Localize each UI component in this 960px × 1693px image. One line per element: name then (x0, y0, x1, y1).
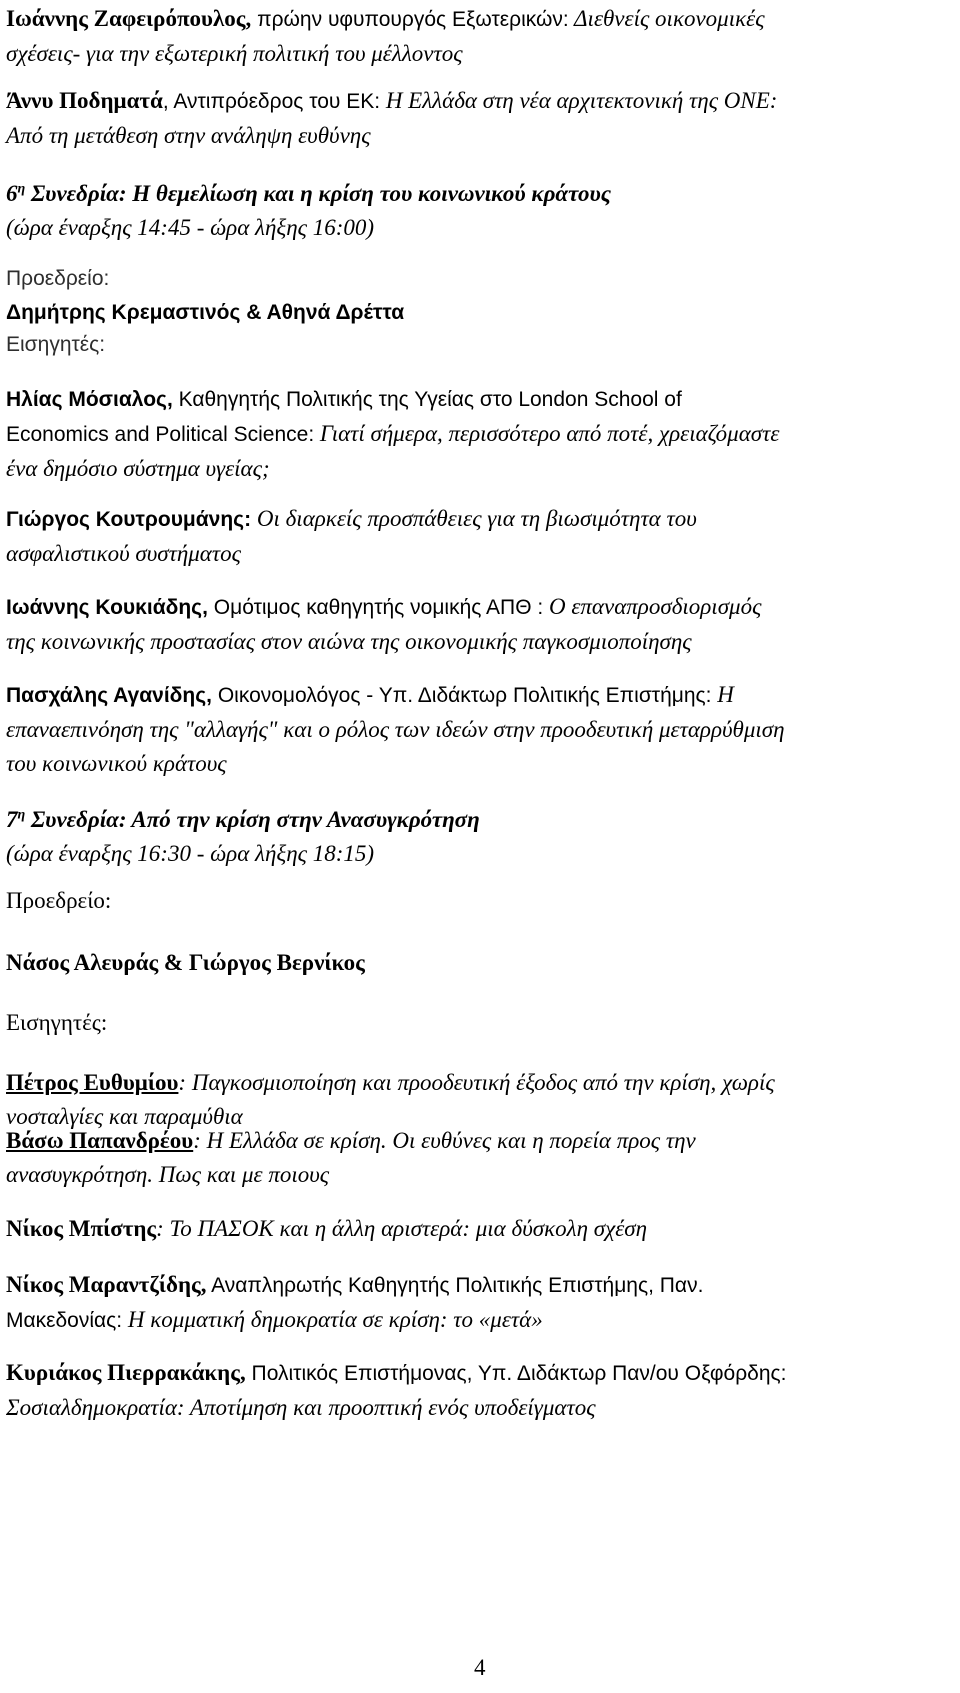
speaker-entry (6, 590, 951, 659)
session-ordinal: η (17, 181, 26, 196)
speaker-role: Πολιτικός Επιστήμονας, Υπ. Διδάκτωρ Παν/ου Οξφόρδης: (245, 1362, 787, 1385)
speaker-role: Οικονομολόγος - Υπ. Διδάκτωρ Πολιτικής Επιστήμης: (211, 684, 712, 707)
speaker-role: Καθηγητής Πολιτικής της Υγείας στο London School of (172, 388, 682, 411)
talk-title: : Παγκοσμιοποίηση και προοδευτική έξοδος από την κρίση, χωρίς (178, 1070, 775, 1095)
speaker-role: Economics and Political Science: (6, 423, 315, 446)
session-heading (6, 798, 951, 871)
talk-title: Ο επαναπροσδιορισμός (543, 594, 762, 619)
talk-title: νοσταλγίες και παραμύθια (6, 1104, 243, 1129)
talk-title: Η κομματική δημοκρατία σε κρίση: το «μετά» (122, 1307, 543, 1332)
speaker-entry (6, 382, 951, 486)
talk-title: : Η Ελλάδα σε κρίση. Οι ευθύνες και η πορεία προς την (193, 1128, 696, 1153)
speaker-name: Πασχάλης Αγανίδης, (6, 684, 212, 707)
session-title: Συνεδρία: Η θεμελίωση και η κρίση του κοινωνικού κράτους (25, 180, 612, 206)
speaker-entry (6, 1212, 951, 1246)
talk-title: του κοινωνικού κράτους (6, 751, 227, 776)
talk-title: ένα δημόσιο σύστημα υγείας; (6, 456, 270, 481)
speaker-name: Ιωάννης Ζαφειρόπουλος, (6, 6, 252, 31)
talk-title: της κοινωνικής προστασίας στον αιώνα της οικονομικής παγκοσμιοποίησης (6, 629, 692, 654)
speaker-entry (6, 678, 951, 781)
talk-title: Η Ελλάδα στη νέα αρχιτεκτονική της ΟΝΕ: (380, 88, 778, 113)
talk-title: Διεθνείς οικονομικές (568, 6, 765, 31)
talk-title: ανασυγκρότηση. Πως και με ποιους (6, 1162, 330, 1187)
talk-title: επαναεπινόηση της "αλλαγής" και ο ρόλος των ιδεών στην προοδευτική μεταρρύθμιση (6, 717, 785, 742)
speaker-name: Ιωάννης Κουκιάδης, (6, 596, 208, 619)
speaker-entry (6, 1124, 951, 1192)
speakers-label: Εισηγητές: (6, 1010, 108, 1035)
presidium-names: Νάσος Αλευράς & Γιώργος Βερνίκος (6, 950, 365, 975)
session-times: (ώρα έναρξης 14:45 - ώρα λήξης 16:00) (6, 214, 375, 240)
talk-title: Γιατί σήμερα, περισσότερο από ποτέ, χρειαζόμαστε (314, 421, 780, 446)
speaker-entry (6, 84, 951, 153)
speaker-role: Μακεδονίας: (6, 1309, 123, 1332)
presidium-label: Προεδρείο: (6, 267, 110, 290)
speaker-name: Γιώργος Κουτρουμάνης: (6, 508, 252, 531)
speaker-entry (6, 1268, 951, 1338)
speaker-name: Κυριάκος Πιερρακάκης, (6, 1360, 246, 1385)
talk-title: Η (711, 682, 734, 707)
speaker-role: Ομότιμος καθηγητής νομικής ΑΠΘ : (207, 596, 544, 619)
session-ordinal: η (17, 807, 26, 822)
speaker-name: Πέτρος Ευθυμίου (6, 1070, 179, 1095)
speaker-entry (6, 1356, 951, 1425)
speaker-role: Αναπληρωτής Καθηγητής Πολιτικής Επιστήμης, Παν. (206, 1274, 704, 1297)
speaker-name: Ηλίας Μόσιαλος, (6, 388, 173, 411)
speaker-name: Άννυ Ποδηματά (6, 88, 163, 113)
talk-title: ασφαλιστικού συστήματος (6, 541, 241, 566)
talk-title: Οι διαρκείς προσπάθειες για τη βιωσιμότητα του (251, 506, 697, 531)
talk-title: Από τη μετάθεση στην ανάληψη ευθύνης (6, 123, 371, 148)
session-heading (6, 172, 951, 245)
speaker-entry (6, 2, 951, 71)
speaker-role: πρώην υφυπουργός Εξωτερικών: (251, 8, 569, 31)
presidium-label: Προεδρείο: (6, 888, 112, 913)
talk-title: Σοσιαλδημοκρατία: Αποτίμηση και προοπτική ενός υποδείγματος (6, 1395, 596, 1420)
speaker-name: Νίκος Μπίστης (6, 1216, 157, 1241)
speaker-name: Νίκος Μαραντζίδης, (6, 1272, 207, 1297)
session-number: 7 (6, 806, 18, 832)
talk-title: : Το ΠΑΣΟΚ και η άλλη αριστερά: μια δύσκολη σχέση (156, 1216, 648, 1241)
speaker-name: Βάσω Παπανδρέου (6, 1128, 194, 1153)
session-times: (ώρα έναρξης 16:30 - ώρα λήξης 18:15) (6, 840, 375, 866)
session-number: 6 (6, 180, 18, 206)
speakers-label: Εισηγητές: (6, 333, 106, 356)
speaker-entry (6, 502, 951, 571)
session-title: Συνεδρία: Από την κρίση στην Ανασυγκρότηση (25, 806, 480, 832)
speaker-role: , Αντιπρόεδρος του ΕΚ: (162, 90, 381, 113)
presidium-names: Δημήτρης Κρεμαστινός & Αθηνά Δρέττα (6, 301, 405, 324)
page-number: 4 (474, 1655, 486, 1680)
talk-title: σχέσεις- για την εξωτερική πολιτική του μέλλοντος (6, 41, 463, 66)
